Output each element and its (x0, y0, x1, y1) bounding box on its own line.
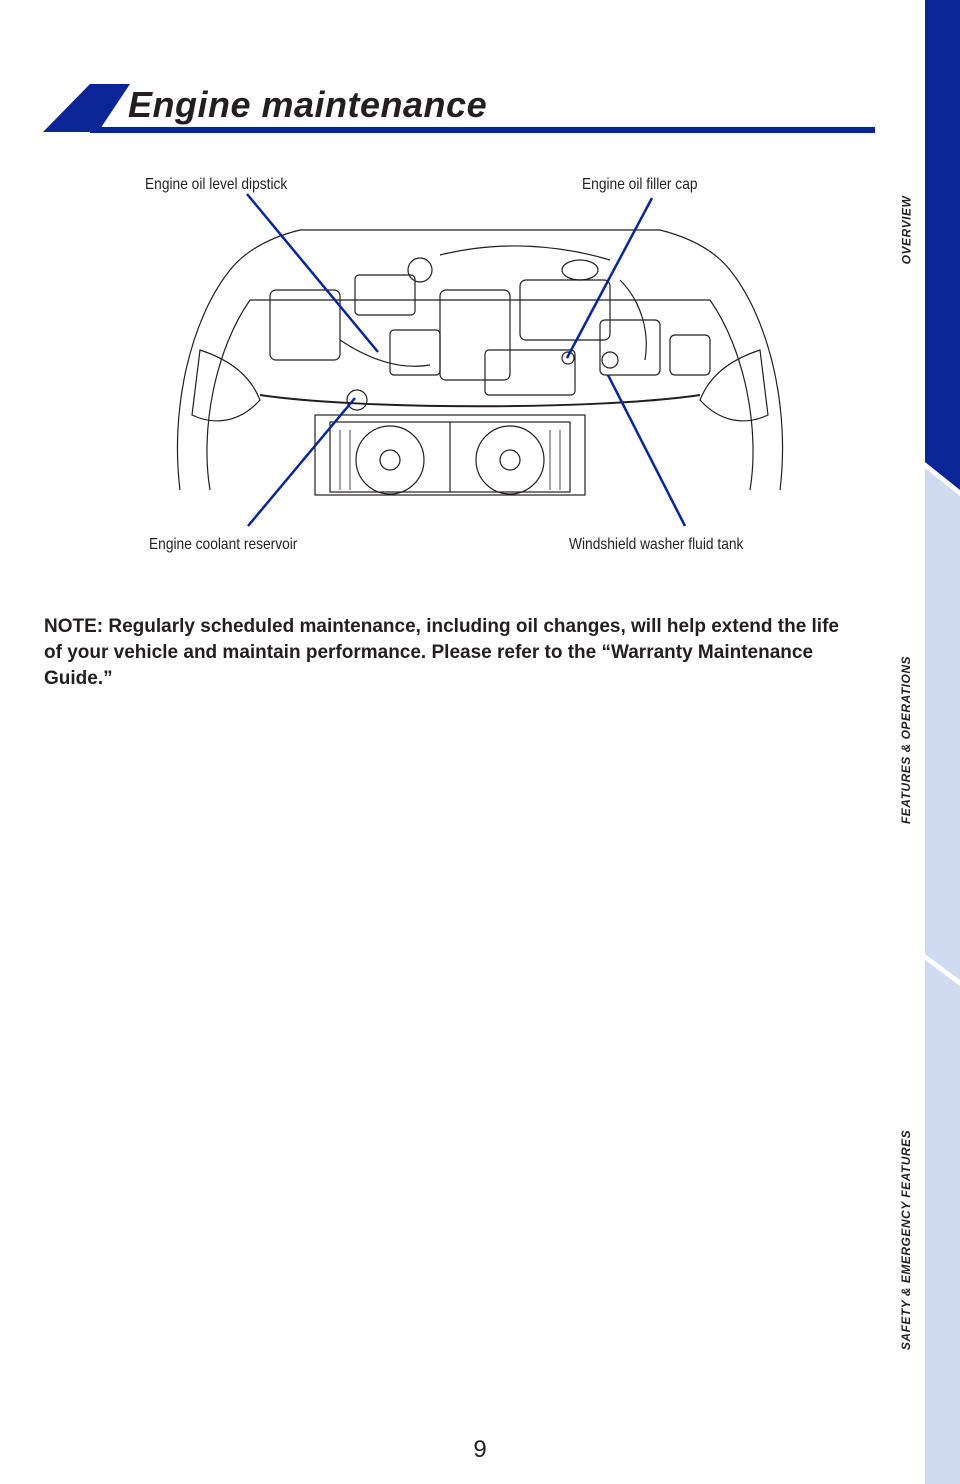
callout-oil-dipstick: Engine oil level dipstick (145, 176, 288, 193)
page-number: 9 (473, 1436, 487, 1463)
callout-oil-filler-cap: Engine oil filler cap (582, 176, 698, 193)
callout-leaders (0, 0, 960, 600)
leader-oil-dipstick (247, 194, 378, 352)
maintenance-note: NOTE: Regularly scheduled maintenance, including oil changes, will help extend the life of your vehicle and maintain performance. Please refer to the “Warranty Maintenance Guide.” (44, 616, 839, 689)
leader-coolant-reservoir (248, 398, 355, 526)
page-title: Engine maintenance (128, 84, 488, 125)
side-tab-overview-label: OVERVIEW (899, 195, 913, 265)
leader-washer-fluid-tank (608, 375, 685, 526)
side-tab-features-label: FEATURES & OPERATIONS (899, 655, 914, 825)
callout-coolant-reservoir: Engine coolant reservoir (149, 536, 298, 553)
side-tab-features[interactable] (886, 640, 926, 840)
side-tab-safety-label: SAFETY & EMERGENCY FEATURES (899, 1129, 914, 1351)
side-tab-safety[interactable] (886, 1080, 926, 1400)
leader-oil-filler-cap (567, 198, 652, 358)
callout-washer-fluid-tank: Windshield washer fluid tank (569, 536, 744, 553)
side-tab-safety-bg[interactable] (925, 960, 960, 1484)
